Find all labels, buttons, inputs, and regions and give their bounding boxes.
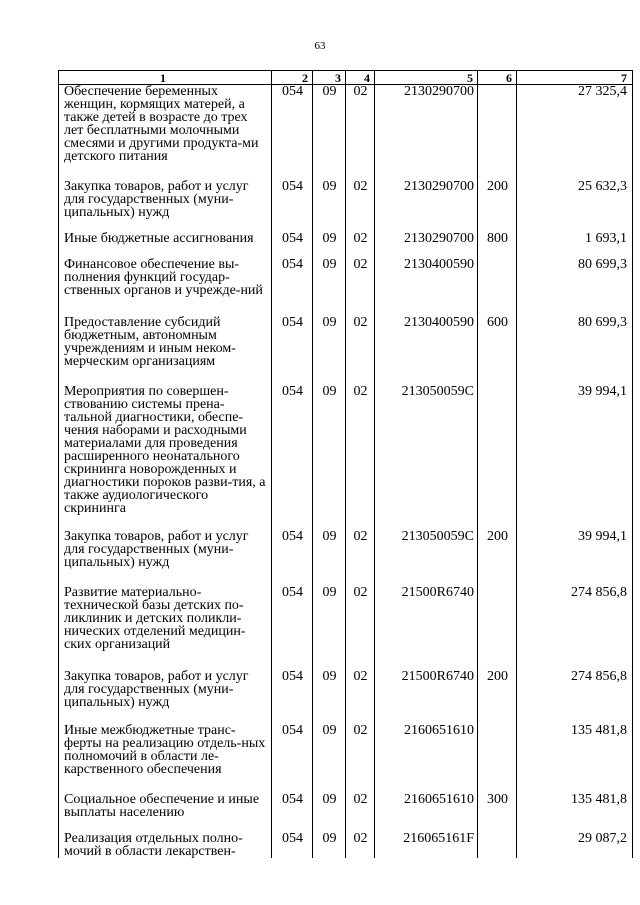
- row-code-subsection: 02: [346, 670, 375, 709]
- row-description: Закупка товаров, работ и услуг для государственных (муни-ципальных) нужд: [59, 670, 272, 709]
- spacer-cell: [346, 515, 375, 530]
- row-description: Иные межбюджетные транс-ферты на реализацию отдель-ных полномочий в области ле-карственного обеспечения: [59, 724, 272, 776]
- header-col-3: 3: [313, 71, 346, 85]
- spacer-cell: [517, 297, 633, 316]
- spacer-cell: [346, 651, 375, 670]
- row-code-subsection: 02: [346, 793, 375, 819]
- spacer-cell: [313, 297, 346, 316]
- spacer-cell: [478, 245, 517, 258]
- spacer-cell: [272, 515, 313, 530]
- spacer-cell: [517, 368, 633, 385]
- table-row: [59, 316, 633, 368]
- row-code-target: 21500R6740: [375, 670, 478, 709]
- row-code-ministry: 054: [272, 670, 313, 709]
- spacer-cell: [375, 651, 478, 670]
- header-col-7: 7: [517, 71, 633, 85]
- row-amount: 1 693,1: [517, 232, 633, 245]
- row-code-section: 09: [313, 670, 346, 709]
- spacer-cell: [272, 368, 313, 385]
- spacer-cell: [517, 776, 633, 793]
- spacer-cell: [313, 776, 346, 793]
- row-description: Реализация отдельных полно-мочий в области лекарствен-: [59, 832, 272, 858]
- spacer-cell: [517, 569, 633, 586]
- spacer-cell: [375, 297, 478, 316]
- header-col-2: 2: [272, 71, 313, 85]
- row-code-target: 2130290700: [375, 232, 478, 245]
- spacer-cell: [59, 515, 272, 530]
- row-spacer: [59, 569, 633, 586]
- row-code-subsection: 02: [346, 832, 375, 858]
- spacer-cell: [346, 368, 375, 385]
- budget-table: [58, 70, 633, 858]
- spacer-cell: [517, 515, 633, 530]
- page-number: 63: [314, 40, 326, 52]
- spacer-cell: [272, 163, 313, 180]
- row-description: Иные бюджетные ассигнования: [59, 232, 272, 245]
- spacer-cell: [346, 776, 375, 793]
- row-code-section: 09: [313, 85, 346, 164]
- spacer-cell: [517, 709, 633, 724]
- row-code-target: 216065161F: [375, 832, 478, 858]
- spacer-cell: [313, 709, 346, 724]
- row-code-expense-type: [478, 724, 517, 776]
- row-code-section: 09: [313, 724, 346, 776]
- spacer-cell: [59, 651, 272, 670]
- row-code-subsection: 02: [346, 316, 375, 368]
- row-code-subsection: 02: [346, 724, 375, 776]
- spacer-cell: [59, 297, 272, 316]
- spacer-cell: [346, 297, 375, 316]
- spacer-cell: [375, 368, 478, 385]
- spacer-cell: [59, 709, 272, 724]
- row-code-expense-type: [478, 385, 517, 515]
- row-code-expense-type: 200: [478, 530, 517, 569]
- spacer-cell: [272, 297, 313, 316]
- row-code-section: 09: [313, 258, 346, 297]
- row-code-section: 09: [313, 530, 346, 569]
- spacer-cell: [346, 569, 375, 586]
- row-code-expense-type: 800: [478, 232, 517, 245]
- table-row: [59, 670, 633, 709]
- row-spacer: [59, 776, 633, 793]
- row-code-target: 2130290700: [375, 85, 478, 164]
- row-code-subsection: 02: [346, 232, 375, 245]
- row-code-subsection: 02: [346, 530, 375, 569]
- row-amount: 39 994,1: [517, 530, 633, 569]
- row-spacer: [59, 297, 633, 316]
- row-spacer: [59, 515, 633, 530]
- spacer-cell: [375, 515, 478, 530]
- row-code-expense-type: 200: [478, 180, 517, 219]
- table-row: [59, 724, 633, 776]
- row-code-section: 09: [313, 180, 346, 219]
- table-row: [59, 793, 633, 819]
- spacer-cell: [478, 709, 517, 724]
- row-amount: 135 481,8: [517, 724, 633, 776]
- row-code-subsection: 02: [346, 85, 375, 164]
- table-header-row: [59, 71, 633, 85]
- spacer-cell: [478, 569, 517, 586]
- row-code-expense-type: [478, 85, 517, 164]
- row-code-subsection: 02: [346, 586, 375, 651]
- row-code-expense-type: 600: [478, 316, 517, 368]
- row-code-ministry: 054: [272, 232, 313, 245]
- row-amount: 274 856,8: [517, 670, 633, 709]
- row-spacer: [59, 368, 633, 385]
- row-description: Мероприятия по совершен-ствованию системы прена-тальной диагностики, обеспе-чения наборами и расходными материалами для проведения расширенного неонатального скрининга новорожденных и диагностики пороков разви-тия, а также аудиологического скрининга: [59, 385, 272, 515]
- spacer-cell: [272, 776, 313, 793]
- row-code-target: 2130400590: [375, 258, 478, 297]
- row-code-section: 09: [313, 232, 346, 245]
- row-amount: 39 994,1: [517, 385, 633, 515]
- spacer-cell: [478, 297, 517, 316]
- row-description: Закупка товаров, работ и услуг для государственных (муни-ципальных) нужд: [59, 180, 272, 219]
- row-code-target: 2130290700: [375, 180, 478, 219]
- spacer-cell: [375, 163, 478, 180]
- spacer-cell: [59, 163, 272, 180]
- row-amount: 135 481,8: [517, 793, 633, 819]
- spacer-cell: [59, 776, 272, 793]
- spacer-cell: [517, 651, 633, 670]
- spacer-cell: [313, 515, 346, 530]
- row-code-ministry: 054: [272, 385, 313, 515]
- row-code-section: 09: [313, 793, 346, 819]
- row-code-ministry: 054: [272, 530, 313, 569]
- row-code-ministry: 054: [272, 832, 313, 858]
- row-amount: 25 632,3: [517, 180, 633, 219]
- row-amount: 27 325,4: [517, 85, 633, 164]
- row-code-section: 09: [313, 832, 346, 858]
- spacer-cell: [375, 709, 478, 724]
- row-code-target: 2160651610: [375, 724, 478, 776]
- row-code-ministry: 054: [272, 793, 313, 819]
- row-code-subsection: 02: [346, 180, 375, 219]
- table-row: [59, 232, 633, 245]
- row-code-ministry: 054: [272, 586, 313, 651]
- spacer-cell: [478, 368, 517, 385]
- spacer-cell: [272, 709, 313, 724]
- row-amount: 80 699,3: [517, 316, 633, 368]
- row-code-expense-type: [478, 586, 517, 651]
- table-row: [59, 385, 633, 515]
- row-amount: 274 856,8: [517, 586, 633, 651]
- row-code-expense-type: [478, 258, 517, 297]
- row-code-expense-type: 300: [478, 793, 517, 819]
- row-code-section: 09: [313, 586, 346, 651]
- spacer-cell: [59, 569, 272, 586]
- row-code-target: 213050059С: [375, 385, 478, 515]
- row-description: Закупка товаров, работ и услуг для государственных (муни-ципальных) нужд: [59, 530, 272, 569]
- spacer-cell: [346, 709, 375, 724]
- row-code-ministry: 054: [272, 316, 313, 368]
- spacer-cell: [478, 776, 517, 793]
- table-row: [59, 530, 633, 569]
- row-code-target: 2160651610: [375, 793, 478, 819]
- row-description: Обеспечение беременных женщин, кормящих матерей, а также детей в возрасте до трех лет бесплатными молочными смесями и другими продукта-ми детского питания: [59, 85, 272, 164]
- row-code-target: 2130400590: [375, 316, 478, 368]
- row-code-expense-type: [478, 832, 517, 858]
- row-code-section: 09: [313, 316, 346, 368]
- row-code-target: 21500R6740: [375, 586, 478, 651]
- row-code-ministry: 054: [272, 724, 313, 776]
- row-description: Социальное обеспечение и иные выплаты населению: [59, 793, 272, 819]
- table-row: [59, 180, 633, 219]
- spacer-cell: [313, 651, 346, 670]
- row-code-subsection: 02: [346, 385, 375, 515]
- row-code-expense-type: 200: [478, 670, 517, 709]
- row-code-subsection: 02: [346, 258, 375, 297]
- spacer-cell: [478, 515, 517, 530]
- row-amount: 29 087,2: [517, 832, 633, 858]
- spacer-cell: [59, 368, 272, 385]
- table-row: [59, 586, 633, 651]
- table-row: [59, 832, 633, 858]
- row-amount: 80 699,3: [517, 258, 633, 297]
- spacer-cell: [517, 163, 633, 180]
- spacer-cell: [478, 651, 517, 670]
- header-col-1: 1: [59, 71, 272, 85]
- row-code-ministry: 054: [272, 85, 313, 164]
- table-row: [59, 258, 633, 297]
- spacer-cell: [313, 569, 346, 586]
- row-code-ministry: 054: [272, 180, 313, 219]
- row-spacer: [59, 651, 633, 670]
- row-description: Развитие материально-технической базы детских по-ликлиник и детских поликли-нических отделений медицин-ских организаций: [59, 586, 272, 651]
- row-description: Предоставление субсидий бюджетным, автономным учреждениям и иным неком-мерческим организациям: [59, 316, 272, 368]
- spacer-cell: [313, 163, 346, 180]
- spacer-cell: [375, 776, 478, 793]
- spacer-cell: [346, 163, 375, 180]
- row-spacer: [59, 163, 633, 180]
- spacer-cell: [272, 569, 313, 586]
- row-code-section: 09: [313, 385, 346, 515]
- spacer-cell: [478, 819, 517, 832]
- header-col-5: 5: [375, 71, 478, 85]
- spacer-cell: [375, 569, 478, 586]
- row-spacer: [59, 709, 633, 724]
- table-row: [59, 85, 633, 164]
- row-code-ministry: 054: [272, 258, 313, 297]
- spacer-cell: [478, 163, 517, 180]
- header-col-4: 4: [346, 71, 375, 85]
- spacer-cell: [272, 651, 313, 670]
- spacer-cell: [313, 368, 346, 385]
- row-description: Финансовое обеспечение вы-полнения функций государ-ственных органов и учрежде-ний: [59, 258, 272, 297]
- row-code-target: 213050059С: [375, 530, 478, 569]
- header-col-6: 6: [478, 71, 517, 85]
